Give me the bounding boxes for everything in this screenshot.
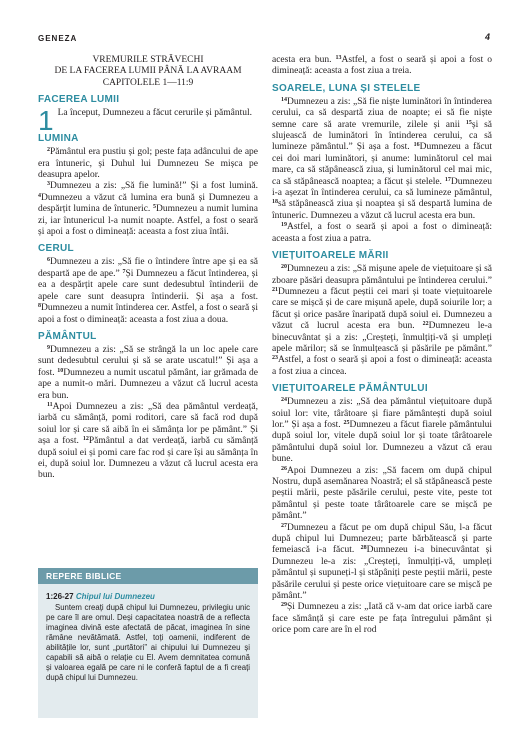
verse-number: 11 xyxy=(47,401,53,408)
verse-text: Dumnezeu a numit uscatul pământ, iar grămada de ape a numit-o mări. Dumnezeu a văzut că lucrul acesta era bun. xyxy=(38,367,258,401)
box-reference xyxy=(46,592,250,601)
verse-text: Astfel, a fost o seară și apoi a fost o dimineață: aceasta a fost ziua a treia. xyxy=(272,55,492,77)
verse-paragraph xyxy=(38,402,258,482)
verse-paragraph xyxy=(272,523,492,603)
section-heading-soarele: SOARELE, LUNA ȘI STELELE xyxy=(272,82,421,94)
verse-text: Dumnezeu le-a binecuvântat și a zis: „Creșteți, înmulțiți-vă și umpleți apele mărilor; să se înmulțească și păsările pe pământ.” xyxy=(272,321,493,354)
verse-paragraph xyxy=(272,466,492,523)
verse-text: Dumnezeu a numit lumina zi, iar întunericul l-a numit noapte. Astfel, a fost o seară și apoi a fost o dimineață: aceasta a fost ziua întâi. xyxy=(38,204,259,238)
verse-text: Dumnezeu a făcut pe om după chipul Său, l-a făcut după chipul lui Dumnezeu; parte bărbătească și parte femeiască i-a făcut. xyxy=(272,522,492,556)
box-text: Suntem creați după chipul lui Dumnezeu, privilegiu unic pe care îl are omul. Deși capacitatea noastră de a reflecta imaginea divină este afectată de păcat, imaginea în sine rămâne nevătămată. Astfel, toți oamenii, indiferent de abilitățile lor, sunt „purtători” ai chipului lui Dumnezeu și capabili să aibă o relație cu El. Avem demnitatea comună și valoarea egală pe care ni le conferă faptul de a fi creați după chipul lui Dumnezeu. xyxy=(46,603,250,682)
verse-number: 9 xyxy=(47,344,50,351)
verse-number: 2 xyxy=(47,147,50,154)
verse-number: 22 xyxy=(422,321,429,328)
verse-text: Astfel, a fost o seară și apoi a fost o dimineață: aceasta a fost ziua a cincea. xyxy=(272,355,492,377)
verse-number: 6 xyxy=(47,257,50,264)
verse-paragraph xyxy=(272,264,492,378)
verse-number: 14 xyxy=(281,96,287,103)
box-heading: REPERE BIBLICE xyxy=(38,568,258,584)
verse-text: acesta era bun. xyxy=(272,55,332,65)
verse-text: Dumnezeu a zis: „Să fie niște luminători în întinderea cerului, ca să despartă ziua de noapte; ei să fie niște semne care să arate vremurile, zilele și anii xyxy=(272,96,492,130)
verse-number: 4 xyxy=(38,192,41,199)
verse-number: 7 xyxy=(122,268,126,275)
verse-number: 8 xyxy=(38,303,41,310)
verse-number: 26 xyxy=(281,465,287,472)
verse-number: 19 xyxy=(281,222,287,229)
chapter-title-line: VREMURILE STRĂVECHI xyxy=(92,55,204,65)
verse-number: 10 xyxy=(57,367,64,374)
verse-number: 12 xyxy=(82,436,89,443)
verse-text: Dumnezeu a făcut cei doi mari luminători, și anume: luminătorul cel mai mare, ca să stăpânească ziua, și luminătorul cel mai mic, ca să stăpânească noaptea; a făcut și stelele. xyxy=(272,142,493,187)
verse-paragraph xyxy=(272,97,492,222)
verse-text: Și Dumnezeu a făcut întinderea, și ea a despărțit apele care sunt dedesubtul întinderii de apele care sunt deasupra întinderii. Și așa a fost. xyxy=(38,268,259,302)
section-heading-lumina: LUMINA xyxy=(38,133,79,145)
verse-number: 20 xyxy=(281,264,287,271)
verse-text: Dumnezeu i-a așezat în întinderea cerului, ca să lumineze pământul, xyxy=(272,176,492,199)
section-heading-marii: VIEȚUITOARELE MĂRII xyxy=(272,250,389,262)
bible-notes-box xyxy=(38,568,258,718)
verse-text: și să slujească de luminători în întinderea cerului, ca să lumineze pământul.” Și așa a fost. xyxy=(272,119,493,153)
verse-number: 13 xyxy=(335,55,342,61)
verse-paragraph xyxy=(38,105,258,137)
running-header-book: GENEZA xyxy=(38,34,78,43)
verse-paragraph xyxy=(272,55,492,78)
verse-number: 18 xyxy=(272,199,278,206)
verse-text: La început, Dumnezeu a făcut cerurile și pământul. xyxy=(57,108,252,119)
verse-paragraph xyxy=(38,181,258,238)
verse-text: Apoi Dumnezeu a zis: „Să facem om după chipul Nostru, după asemănarea Noastră; el să stăpânească peste peștii mării, peste păsările cerului, peste vite, peste tot pământul și peste toate târâtoarele care se mișcă pe pământ.” xyxy=(272,465,492,522)
section-heading-pamantul: PĂMÂNTUL xyxy=(38,330,97,342)
chapter-title xyxy=(38,55,258,89)
verse-number: 27 xyxy=(281,522,287,529)
verse-text: Pământul era pustiu și gol; peste fața adâncului de ape era întuneric, și Duhul lui Dumnezeu Se mișca pe deasupra apelor. xyxy=(38,147,258,181)
verse-paragraph xyxy=(38,345,258,402)
verse-number: 21 xyxy=(272,286,278,293)
verse-text: Pământul a dat verdeață, iarbă cu sămânță după soiul ei și pomi care fac rod și care își au sămânța în ei, după soiul lor. Dumnezeu a văzut că lucrul acesta era bun. xyxy=(38,436,258,481)
verse-number: 29 xyxy=(281,602,287,609)
verse-number: 28 xyxy=(360,545,367,552)
verse-text: să stăpânească ziua și noaptea și să despartă lumina de întuneric. Dumnezeu a văzut că lucrul acesta era bun. xyxy=(272,199,492,221)
chapter-number-dropcap: 1 xyxy=(38,105,54,137)
verse-text: Dumnezeu a zis: „Să fie lumină!” Și a fost lumină. xyxy=(50,181,258,192)
right-column xyxy=(272,55,492,637)
verse-text: Dumnezeu a făcut peștii cei mari și toate viețuitoarele care se mișcă și de care mișună apele, după soiurile lor; a făcut și orice pasăre înaripată după soiul ei. Dumnezeu a văzut că lucrul acesta era bun. xyxy=(272,286,492,332)
verse-text: Dumnezeu a zis: „Să fie o întindere între ape și ea să despartă ape de ape.” xyxy=(38,257,258,279)
verse-text: Și Dumnezeu a zis: „Iată că v-am dat orice iarbă care face sămânță și care este pe fața întregului pământ și orice pom care are în el rod xyxy=(272,602,492,636)
box-reference-verses: 1:26-27 xyxy=(46,592,74,601)
verse-text: Dumnezeu a făcut fiarele pământului după soiul lor, vitele după soiul lor și toate târâtoarele pământului după soiul lor. Dumnezeu a văzut că erau bune. xyxy=(272,419,492,465)
page-number: 4 xyxy=(484,32,490,42)
verse-text: Dumnezeu a zis: „Să dea pământul viețuitoare după soiul lor: vite, târâtoare și fiare pământești după soiul lor.” Și așa a fost. xyxy=(272,397,492,430)
verse-text: Dumnezeu a numit întinderea cer. Astfel, a fost o seară și apoi a fost o dimineață: aceasta a fost ziua a doua. xyxy=(38,303,258,325)
verse-text: Dumnezeu a văzut că lumina era bună și Dumnezeu a despărțit lumina de întuneric. xyxy=(38,192,258,215)
verse-number: 5 xyxy=(153,204,156,211)
verse-text: Astfel, a fost o seară și apoi a fost o dimineață: aceasta a fost ziua a patra. xyxy=(272,222,492,244)
verse-paragraph xyxy=(272,397,492,465)
verse-paragraph xyxy=(38,147,258,181)
verse-text: Dumnezeu a zis: „Să se strângă la un loc apele care sunt dedesubtul cerului și să se arate uscatul!” Și așa a fost. xyxy=(38,344,258,378)
box-reference-title: Chipul lui Dumnezeu xyxy=(75,592,155,601)
verse-text: Apoi Dumnezeu a zis: „Să dea pământul verdeață, iarbă cu sămânță, pomi roditori, care să facă rod după soiul lor și care să aibă în ei sămânța lor pe pământ.” Și așa a fost. xyxy=(38,401,258,447)
section-heading-cerul: CERUL xyxy=(38,243,74,255)
verse-number: 16 xyxy=(413,142,420,149)
left-column xyxy=(38,55,258,482)
verse-number: 24 xyxy=(281,397,287,404)
verse-number: 23 xyxy=(272,355,278,362)
chapter-title-line: CAPITOLELE 1—11:9 xyxy=(102,77,194,88)
verse-paragraph xyxy=(272,222,492,245)
verse-paragraph xyxy=(38,257,258,325)
section-heading-pamantului: VIEȚUITOARELE PĂMÂNTULUI xyxy=(272,383,428,395)
verse-number: 17 xyxy=(444,176,451,183)
chapter-title-line: DE LA FACEREA LUMII PÂNĂ LA AVRAAM xyxy=(54,66,242,77)
verse-text: Dumnezeu a zis: „Să mișune apele de viețuitoare și să zboare păsări deasupra pământului pe întinderea cerului.” xyxy=(272,264,492,286)
verse-text: Dumnezeu i-a binecuvântat și Dumnezeu le-a zis: „Creșteți, înmulțiți-vă, umpleți pământul și supuneți-l și stăpâniți peste peștii mării, peste păsările cerului și peste orice viețuitoare care se mișcă pe pământ.” xyxy=(272,545,492,602)
verse-paragraph xyxy=(272,602,492,636)
verse-number: 3 xyxy=(47,181,50,188)
box-body xyxy=(38,584,258,683)
verse-number: 25 xyxy=(343,419,350,426)
section-heading-facerea: FACEREA LUMII xyxy=(38,94,120,106)
verse-number: 15 xyxy=(465,119,472,126)
